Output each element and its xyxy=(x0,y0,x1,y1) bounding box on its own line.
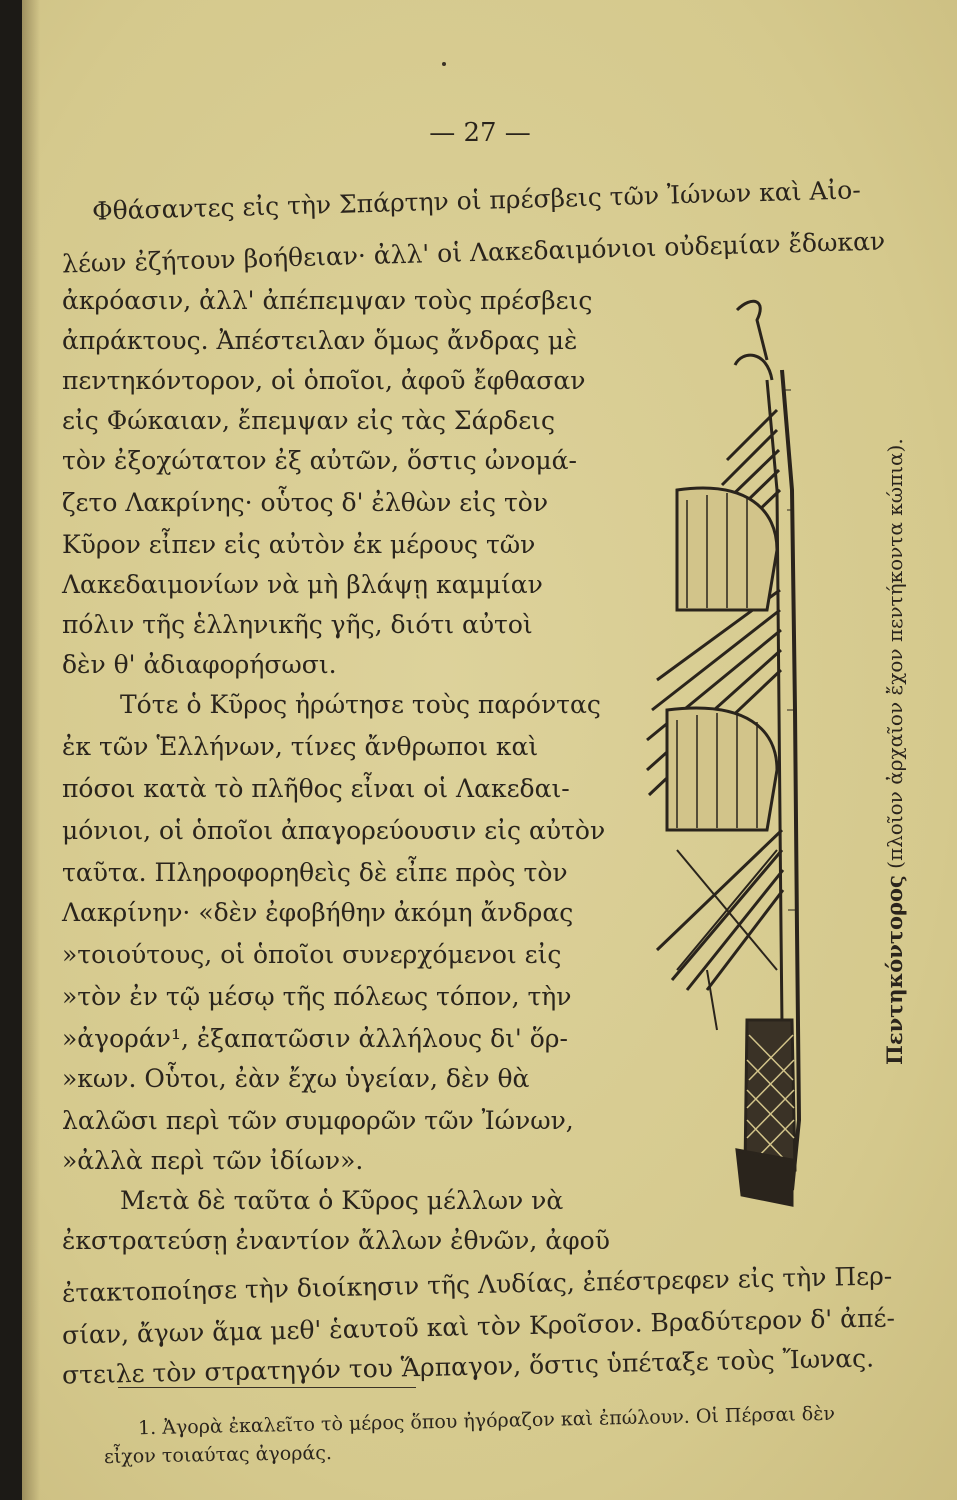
figure-caption-description: (πλοῖον ἀρχαῖον ἔχον πεντήκοντα κώπια). xyxy=(883,438,907,876)
text-line: εἰς Φώκαιαν, ἔπεμψαν εἰς τὰς Σάρδεις xyxy=(62,406,555,435)
footnote-line: εἶχον τοιαύτας ἀγοράς. xyxy=(103,1442,333,1468)
text-line: ἐκ τῶν Ἑλλήνων, τίνες ἄνθρωποι καὶ xyxy=(62,732,539,761)
text-line: πόσοι κατὰ τὸ πλῆθος εἶναι οἱ Λακεδαι- xyxy=(62,774,570,803)
text-line: δὲν θ' ἀδιαφορήσωσι. xyxy=(62,650,337,679)
footnote-line: 1. Ἀγορὰ ἐκαλεῖτο τὸ μέρος ὅπου ἠγόραζον καὶ ἐπώλουν. Οἱ Πέρσαι δὲν xyxy=(137,1402,836,1440)
text-line: ζετο Λακρίνης· οὗτος δ' ἐλθὼν εἰς τὸν xyxy=(62,488,549,517)
book-page xyxy=(22,0,957,1500)
text-line: »τοιούτους, οἱ ὁποῖοι συνερχόμενοι εἰς xyxy=(62,940,562,969)
text-line: λαλῶσι περὶ τῶν συμφορῶν τῶν Ἰώνων, xyxy=(62,1106,574,1135)
text-line: Φθάσαντες εἰς τὴν Σπάρτην οἱ πρέσβεις τῶν Ἰώνων καὶ Αἰο- xyxy=(91,175,862,226)
text-line: τὸν ἐξοχώτατον ἐξ αὐτῶν, ὅστις ὠνομά- xyxy=(62,446,577,475)
ink-dot xyxy=(442,62,446,66)
footnote-divider xyxy=(118,1387,416,1388)
text-line: Μετὰ δὲ ταῦτα ὁ Κῦρος μέλλων νὰ xyxy=(120,1186,564,1215)
binding-shadow xyxy=(22,0,40,1500)
text-line: »ἀγοράν¹, ἐξαπατῶσιν ἀλλήλους δι' ὅρ- xyxy=(62,1024,568,1053)
text-line: »τὸν ἐν τῷ μέσῳ τῆς πόλεως τόπον, τὴν xyxy=(62,982,572,1011)
figure-caption xyxy=(882,438,907,1065)
text-line: »κων. Οὗτοι, ἐὰν ἔχω ὑγείαν, δὲν θὰ xyxy=(62,1064,530,1093)
text-line: Κῦρον εἶπεν εἰς αὐτὸν ἐκ μέρους τῶν xyxy=(62,530,536,559)
text-line: Τότε ὁ Κῦρος ἠρώτησε τοὺς παρόντας xyxy=(120,690,601,719)
text-line: ἀκρόασιν, ἀλλ' ἀπέπεμψαν τοὺς πρέσβεις xyxy=(62,286,593,315)
text-line: ταῦτα. Πληροφορηθεὶς δὲ εἶπε πρὸς τὸν xyxy=(62,858,568,887)
text-line: »ἀλλὰ περὶ τῶν ἰδίων». xyxy=(62,1146,364,1175)
text-line: πεντηκόντορον, οἱ ὁποῖοι, ἀφοῦ ἔφθασαν xyxy=(62,366,586,395)
text-line: ἐκστρατεύσῃ ἐναντίον ἄλλων ἐθνῶν, ἀφοῦ xyxy=(62,1226,610,1255)
text-line: στειλε τὸν στρατηγόν του Ἅρπαγον, ὅστις ὑπέταξε τοὺς Ἴωνας. xyxy=(61,1343,875,1390)
penteconter-illustration xyxy=(617,290,877,1210)
text-line: πόλιν τῆς ἑλληνικῆς γῆς, διότι αὐτοὶ xyxy=(62,610,533,639)
text-line: ἀπράκτους. Ἀπέστειλαν ὅμως ἄνδρας μὲ xyxy=(62,326,578,355)
text-line: Λακεδαιμονίων νὰ μὴ βλάψῃ καμμίαν xyxy=(62,570,543,599)
text-line: λέων ἐζήτουν βοήθειαν· ἀλλ' οἱ Λακεδαιμόνιοι οὐδεμίαν ἔδωκαν xyxy=(61,226,886,279)
page-number: — 27 — xyxy=(429,118,531,148)
figure-caption-title: Πεντηκόντορος xyxy=(882,875,907,1065)
text-line: Λακρίνην· «δὲν ἐφοβήθην ἀκόμη ἄνδρας xyxy=(62,898,574,927)
text-line: ἐτακτοποίησε τὴν διοίκησιν τῆς Λυδίας, ἐπέστρεφεν εἰς τὴν Περ- xyxy=(61,1261,893,1308)
text-line: μόνιοι, οἱ ὁποῖοι ἀπαγορεύουσιν εἰς αὐτὸν xyxy=(62,816,606,845)
text-line: σίαν, ἄγων ἅμα μεθ' ἑαυτοῦ καὶ τὸν Κροῖσον. Βραδύτερον δ' ἀπέ- xyxy=(61,1303,896,1350)
